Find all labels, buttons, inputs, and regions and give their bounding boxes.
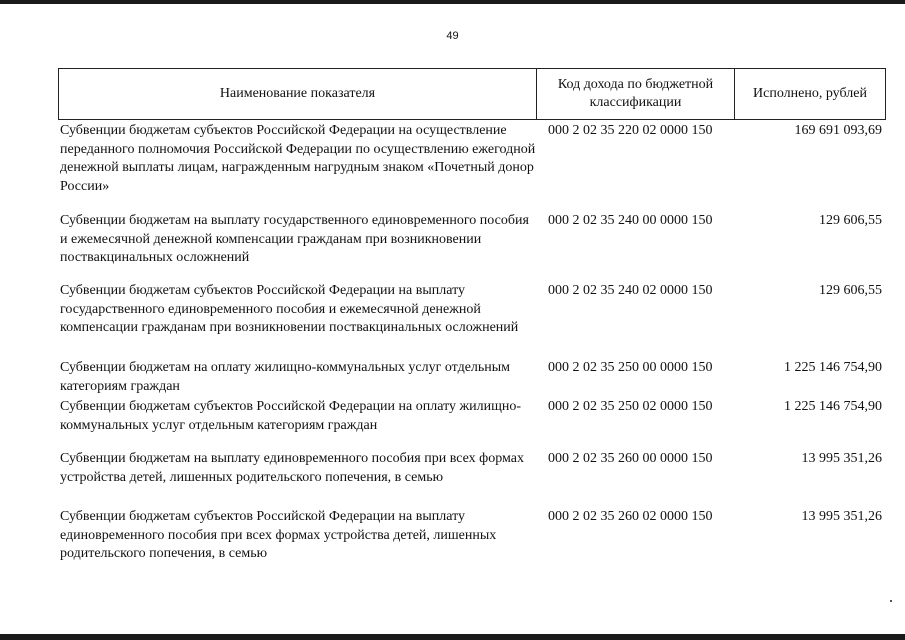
header-code: Код дохода по бюджетной классификации <box>537 69 735 119</box>
row-name: Субвенции бюджетам субъектов Российской Федерации на оплату жилищно-коммунальных услуг отдельным категориям граждан <box>60 399 522 433</box>
row-name: Субвенции бюджетам на выплату государственного единовременного пособия и ежемесячной денежной компенсации гражданам при возникновении поствакцинальных осложнений <box>60 213 529 265</box>
table-header <box>58 68 886 120</box>
row-amount: 1 225 146 754,90 <box>784 399 882 414</box>
header-amount: Исполнено, рублей <box>753 86 867 101</box>
row-amount: 1 225 146 754,90 <box>784 360 882 375</box>
row-amount: 13 995 351,26 <box>801 451 882 466</box>
row-code: 000 2 02 35 240 00 0000 150 <box>548 213 713 228</box>
row-name: Субвенции бюджетам субъектов Российской Федерации на осуществление переданного полномочия Российской Федерации по осуществлению ежегодной денежной выплаты лицам, награжденным нагрудным знаком «Почетный донор России» <box>60 123 536 194</box>
scan-bottom-border <box>0 634 905 640</box>
row-name: Субвенции бюджетам субъектов Российской Федерации на выплату единовременного пособия при всех формах устройства детей, лишенных родительского попечения, в семью <box>60 509 497 561</box>
row-code: 000 2 02 35 220 02 0000 150 <box>548 123 713 138</box>
row-amount: 129 606,55 <box>819 213 882 228</box>
row-amount: 13 995 351,26 <box>801 509 882 524</box>
page-number: 49 <box>446 30 459 42</box>
header-name: Наименование показателя <box>59 69 537 119</box>
row-code: 000 2 02 35 250 00 0000 150 <box>548 360 713 375</box>
row-code: 000 2 02 35 240 02 0000 150 <box>548 283 713 298</box>
scan-speck <box>890 600 892 602</box>
row-name: Субвенции бюджетам субъектов Российской Федерации на выплату государственного единовременного пособия и ежемесячной денежной компенсации гражданам при возникновении поствакцинальных осложнений <box>60 283 519 335</box>
row-code: 000 2 02 35 250 02 0000 150 <box>548 399 713 414</box>
row-code: 000 2 02 35 260 02 0000 150 <box>548 509 713 524</box>
row-amount: 129 606,55 <box>819 283 882 298</box>
row-amount: 169 691 093,69 <box>794 123 882 138</box>
row-name: Субвенции бюджетам на оплату жилищно-коммунальных услуг отдельным категориям граждан <box>60 360 511 394</box>
scan-top-border <box>0 0 905 4</box>
row-code: 000 2 02 35 260 00 0000 150 <box>548 451 713 466</box>
row-name: Субвенции бюджетам на выплату единовременного пособия при всех формах устройства детей, лишенных родительского попечения, в семью <box>60 451 524 485</box>
